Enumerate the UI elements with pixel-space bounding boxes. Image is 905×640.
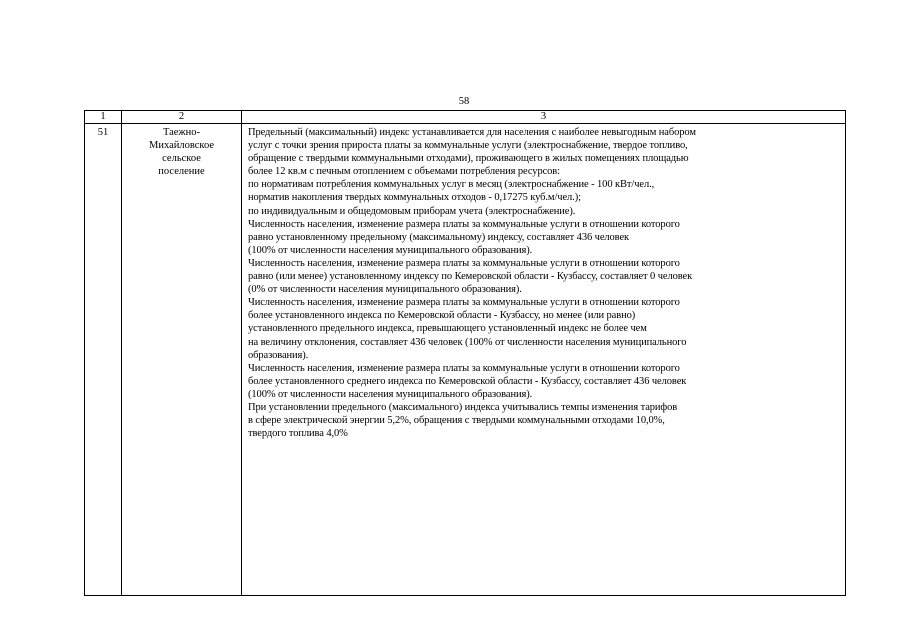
row-number-cell: 51 xyxy=(85,124,122,596)
document-table xyxy=(84,110,846,596)
description-line: равно (или менее) установленному индексу по Кемеровской области - Кузбассу, составляет 0 человек xyxy=(248,271,693,283)
settlement-name-line: Михайловское xyxy=(149,140,214,152)
description-line: в сфере электрической энергии 5,2%, обращения с твердыми коммунальными отходами 10,0%, xyxy=(248,415,665,427)
description-line: услуг с точки зрения прироста платы за коммунальные услуги (электроснабжение, твердое топливо, xyxy=(248,140,688,152)
description-line: более 12 кв.м с печным отоплением с объемами потребления ресурсов: xyxy=(248,166,560,178)
description-line: более установленного индекса по Кемеровской области - Кузбассу, но менее (или равно) xyxy=(248,310,636,322)
description-line: обращение с твердыми коммунальными отходами), проживающего в жилых помещениях площадью xyxy=(248,153,689,165)
settlement-name-line: сельское xyxy=(162,153,201,165)
description-line: (100% от численности населения муниципального образования). xyxy=(248,388,533,400)
settlement-name-line: поселение xyxy=(158,166,205,178)
description-line: более установленного среднего индекса по Кемеровской области - Кузбассу, составляет 436 человек xyxy=(248,375,687,387)
description-cell xyxy=(242,124,846,596)
description-line: Численность населения, изменение размера платы за коммунальные услуги в отношении которого xyxy=(248,362,680,374)
description-line: При установлении предельного (максимального) индекса учитывались темпы изменения тарифов xyxy=(248,401,678,413)
column-header-3: 3 xyxy=(242,111,846,124)
description-line: (0% от численности населения муниципального образования). xyxy=(248,284,522,296)
page-number: 58 xyxy=(458,96,470,107)
description-line: на величину отклонения, составляет 436 человек (100% от численности населения муниципального xyxy=(248,336,687,348)
description-line: норматив накопления твердых коммунальных отходов - 0,17275 куб.м/чел.); xyxy=(248,192,581,204)
description-line: установленного предельного индекса, превышающего установленный индекс не более чем xyxy=(248,323,647,335)
column-header-2: 2 xyxy=(122,111,242,124)
settlement-name-line: Таежно- xyxy=(162,127,201,138)
description-line: образования). xyxy=(248,349,309,361)
table-row xyxy=(85,124,846,596)
column-header-1: 1 xyxy=(85,111,122,124)
description-line: Численность населения, изменение размера платы за коммунальные услуги в отношении которого xyxy=(248,297,680,309)
description-line: Численность населения, изменение размера платы за коммунальные услуги в отношении которого xyxy=(248,218,680,230)
description-line: Численность населения, изменение размера платы за коммунальные услуги в отношении которого xyxy=(248,257,680,269)
settlement-name-cell xyxy=(122,124,242,596)
description-line: по индивидуальным и общедомовым приборам учета (электроснабжение). xyxy=(248,205,576,217)
description-line: равно установленному предельному (максимальному) индексу, составляет 436 человек xyxy=(248,231,630,243)
table-header-row xyxy=(85,111,846,124)
description-line: Предельный (максимальный) индекс устанавливается для населения с наиболее невыгодным набором xyxy=(248,127,696,138)
description-line: твердого топлива 4,0% xyxy=(248,428,348,440)
description-line: по нормативам потребления коммунальных услуг в месяц (электроснабжение - 100 кВт/чел., xyxy=(248,179,655,191)
description-line: (100% от численности населения муниципального образования). xyxy=(248,244,533,256)
